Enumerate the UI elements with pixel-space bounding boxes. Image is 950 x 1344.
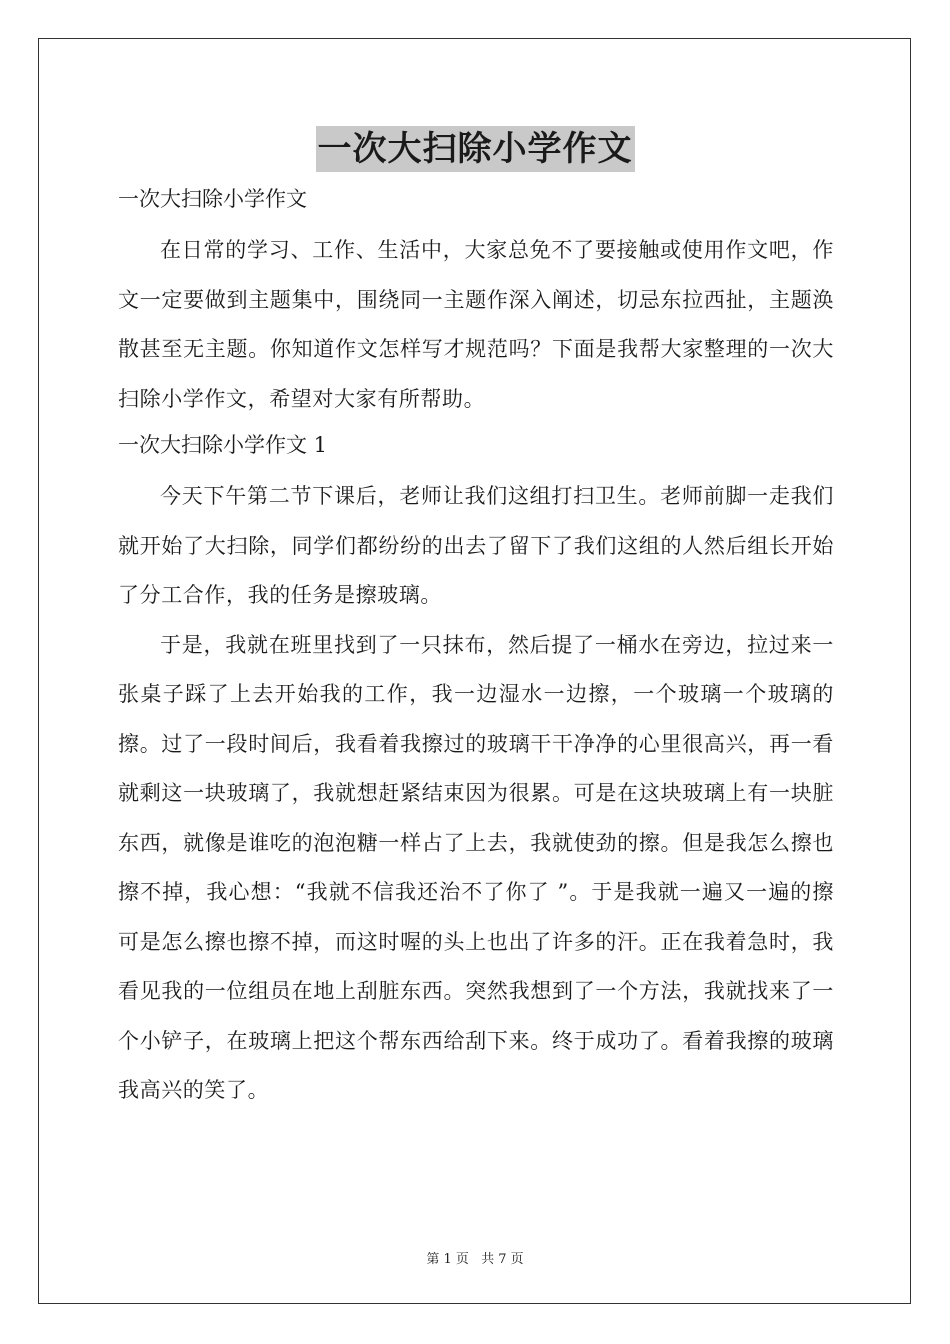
document-subtitle: 一次大扫除小学作文 [118,187,307,211]
page-number: 第 1 页 [426,1252,469,1267]
section-title: 一次大扫除小学作文 1 [118,433,328,457]
body-paragraph-2: 于是，我就在班里找到了一只抹布，然后提了一桶水在旁边，拉过来一张桌子踩了上去开始我的工作，我一边湿水一边擦，一个玻璃一个玻璃的擦。过了一段时间后，我看着我擦过的玻璃干干净净的心里很高兴，再一看就剩这一块玻璃了，我就想赶紧结束因为很累。可是在这块玻璃上有一块脏东西，就像是谁吃的泡泡糖一样占了上去，我就使劲的擦。但是我怎么擦也擦不掉，我心想：“我就不信我还治不了你了 ”。于是我就一遍又一遍的擦可是怎么擦也擦不掉，而这时喔的头上也出了许多的汗。正在我着急时，我看见我的一位组员在地上刮脏东西。突然我想到了一个方法，我就找来了一个小铲子，在玻璃上把这个帮东西给刮下来。终于成功了。看着我擦的玻璃我高兴的笑了。 [118,632,834,1102]
intro-paragraph: 在日常的学习、工作、生活中，大家总免不了要接触或使用作文吧，作文一定要做到主题集中，围绕同一主题作深入阐述，切忌东拉西扯，主题涣散甚至无主题。你知道作文怎样写才规范吗？下面是我帮大家整理的一次大扫除小学作文，希望对大家有所帮助。 [118,238,834,411]
page-total: 共 7 页 [481,1252,524,1267]
body-paragraph-1: 今天下午第二节下课后，老师让我们这组打扫卫生。老师前脚一走我们就开始了大扫除，同学们都纷纷的出去了留下了我们这组的人然后组长开始了分工合作，我的任务是擦玻璃。 [118,484,834,607]
document-body [118,180,834,1116]
page-footer [0,1248,950,1267]
title-container [0,126,950,172]
document-title: 一次大扫除小学作文 [316,126,635,172]
